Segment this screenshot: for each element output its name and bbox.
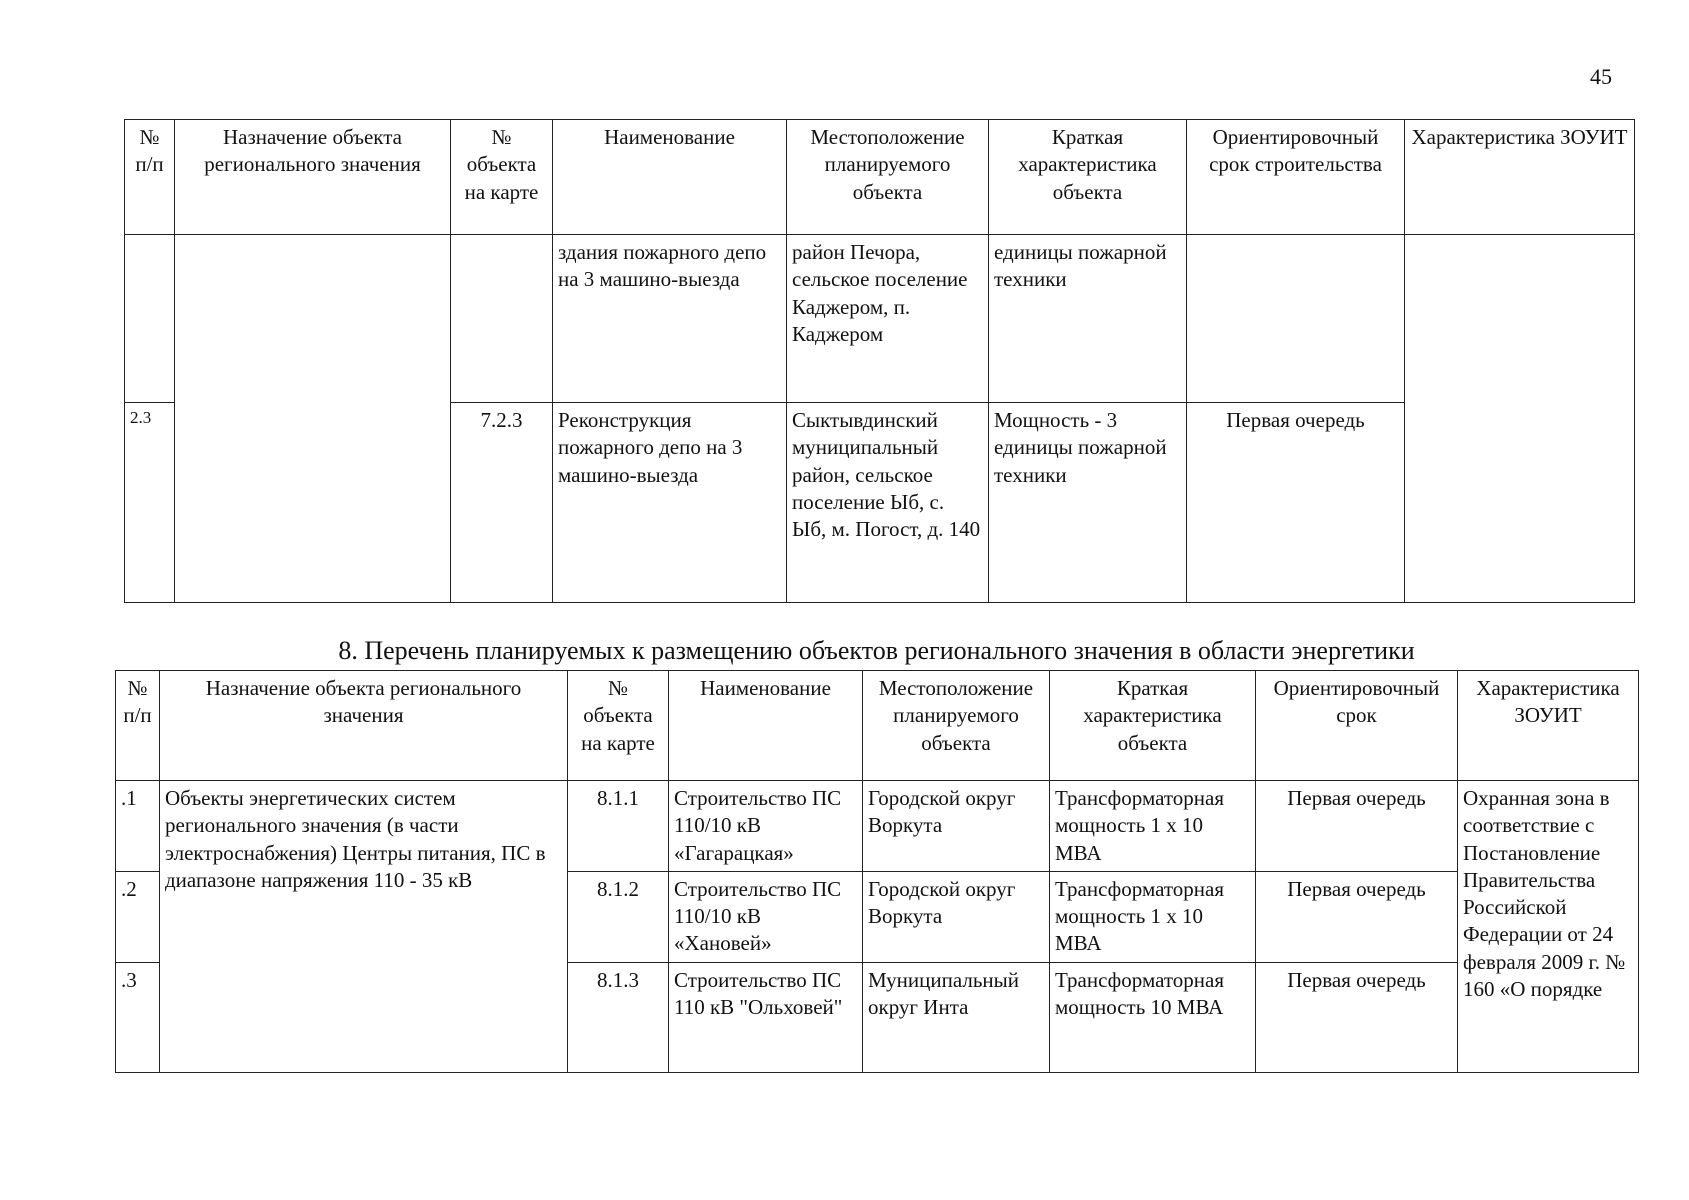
- object-location: Городской округ Воркута: [863, 781, 1050, 872]
- row-number: .1: [116, 781, 160, 872]
- object-characteristic: Мощность - 3 единицы пожарной техники: [989, 403, 1187, 603]
- energy-objects-table: [115, 670, 1639, 1073]
- header-cell: Местоположение планируемого объекта: [863, 671, 1050, 781]
- object-characteristic: единицы пожарной техники: [989, 235, 1187, 403]
- object-characteristic: Трансформаторная мощность 1 х 10 МВА: [1050, 871, 1256, 962]
- header-cell: Наименование: [669, 671, 863, 781]
- construction-term: Первая очередь: [1256, 781, 1458, 872]
- row-number: .2: [116, 871, 160, 962]
- header-cell: Краткая характеристика объекта: [989, 120, 1187, 235]
- section-heading: 8. Перечень планируемых к размещению объектов регионального значения в области энергетики: [338, 636, 1415, 665]
- header-cell: Назначение объекта регионального значения: [160, 671, 568, 781]
- fire-depot-table: [124, 119, 1635, 603]
- header-cell: Назначение объекта регионального значения: [175, 120, 451, 235]
- header-cell: Наименование: [553, 120, 787, 235]
- object-name: Строительство ПС 110 кВ "Ольховей": [669, 962, 863, 1072]
- construction-term: Первая очередь: [1256, 871, 1458, 962]
- header-cell: Характеристика ЗОУИТ: [1405, 120, 1635, 235]
- object-name: Строительство ПС 110/10 кВ «Хановей»: [669, 871, 863, 962]
- object-characteristic: Трансформаторная мощность 10 МВА: [1050, 962, 1256, 1072]
- page-number: 45: [1590, 64, 1612, 89]
- map-number: 7.2.3: [451, 403, 553, 603]
- construction-term: Первая очередь: [1187, 403, 1405, 603]
- map-number: 8.1.1: [568, 781, 669, 872]
- object-name: Реконструкция пожарного депо на 3 машино-выезда: [553, 403, 787, 603]
- map-number: 8.1.3: [568, 962, 669, 1072]
- table-header-row: [125, 120, 1635, 235]
- row-number: .3: [116, 962, 160, 1072]
- table-row: [125, 235, 1635, 403]
- zouit-cell: Охранная зона в соответствие с Постановление Правительства Российской Федерации от 24 февраля 2009 г. № 160 «О порядке: [1458, 781, 1639, 1073]
- object-location: Городской округ Воркута: [863, 871, 1050, 962]
- header-cell: Местоположение планируемого объекта: [787, 120, 989, 235]
- object-location: Сыктывдинский муниципальный район, сельское поселение Ыб, с. Ыб, м. Погост, д. 140: [787, 403, 989, 603]
- zouit-cell: [1405, 235, 1635, 603]
- object-name: здания пожарного депо на 3 машино-выезда: [553, 235, 787, 403]
- header-cell: Ориентировочный срок строительства: [1187, 120, 1405, 235]
- construction-term: Первая очередь: [1256, 962, 1458, 1072]
- header-cell: № п/п: [116, 671, 160, 781]
- map-number: [451, 235, 553, 403]
- object-location: Муниципальный округ Инта: [863, 962, 1050, 1072]
- construction-term: [1187, 235, 1405, 403]
- header-cell: № объекта на карте: [568, 671, 669, 781]
- object-location: район Печора, сельское поселение Каджером, п. Каджером: [787, 235, 989, 403]
- table-row: [116, 781, 1639, 872]
- header-cell: Краткая характеристика объекта: [1050, 671, 1256, 781]
- map-number: 8.1.2: [568, 871, 669, 962]
- row-number: 2.3: [125, 403, 175, 603]
- row-number: [125, 235, 175, 403]
- header-cell: № п/п: [125, 120, 175, 235]
- header-cell: Ориентировочный срок: [1256, 671, 1458, 781]
- purpose-cell: Объекты энергетических систем регионального значения (в части электроснабжения) Центры питания, ПС в диапазоне напряжения 110 - 35 кВ: [160, 781, 568, 1073]
- purpose-cell: [175, 235, 451, 603]
- object-characteristic: Трансформаторная мощность 1 х 10 МВА: [1050, 781, 1256, 872]
- header-cell: № объекта на карте: [451, 120, 553, 235]
- header-cell: Характеристика ЗОУИТ: [1458, 671, 1639, 781]
- table-header-row: [116, 671, 1639, 781]
- object-name: Строительство ПС 110/10 кВ «Гагарацкая»: [669, 781, 863, 872]
